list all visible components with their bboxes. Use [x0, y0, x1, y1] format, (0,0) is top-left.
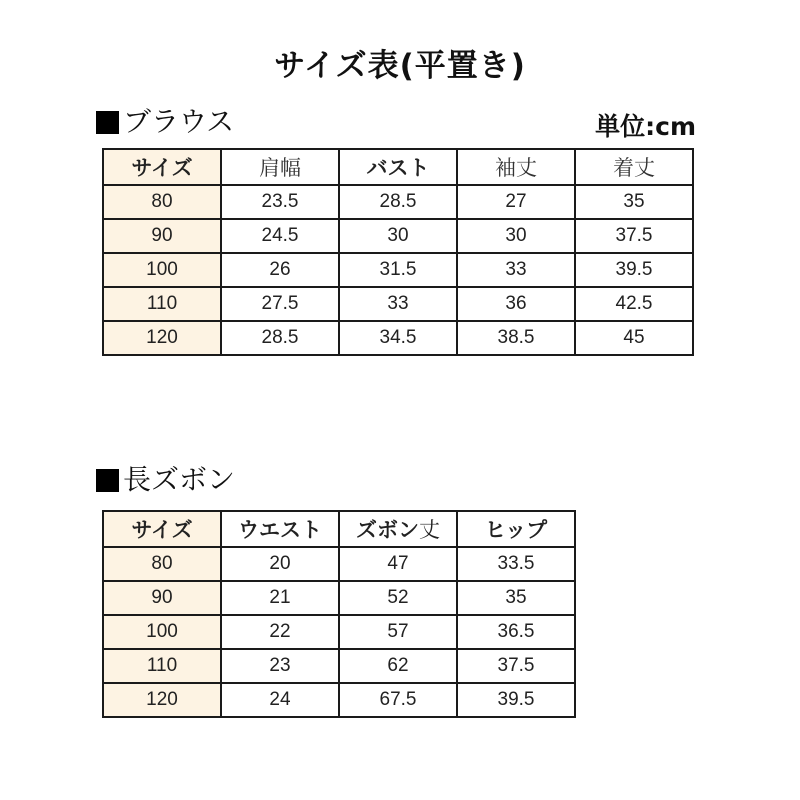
table-cell: 28.5	[221, 321, 339, 355]
header-cell-pants-label: ズボン	[356, 518, 419, 542]
table-cell-size: 80	[103, 185, 221, 219]
table-row	[103, 185, 693, 219]
header-cell-shoulder: 肩幅	[221, 149, 339, 185]
table-cell: 39.5	[457, 683, 575, 717]
table-cell-size: 100	[103, 253, 221, 287]
header-cell-hip: ヒップ	[457, 511, 575, 547]
table-cell-size: 80	[103, 547, 221, 581]
table-cell: 34.5	[339, 321, 457, 355]
table-cell: 24	[221, 683, 339, 717]
table-cell: 37.5	[457, 649, 575, 683]
table-cell: 30	[457, 219, 575, 253]
table-cell: 42.5	[575, 287, 693, 321]
table-cell: 27	[457, 185, 575, 219]
table-cell: 33	[457, 253, 575, 287]
table-cell: 26	[221, 253, 339, 287]
table-cell: 36	[457, 287, 575, 321]
table-cell: 23.5	[221, 185, 339, 219]
table-cell-size: 100	[103, 615, 221, 649]
table-cell: 36.5	[457, 615, 575, 649]
header-cell-pants-length	[339, 511, 457, 547]
table-cell: 37.5	[575, 219, 693, 253]
table-cell: 57	[339, 615, 457, 649]
blouse-size-table	[102, 148, 694, 356]
table-cell: 27.5	[221, 287, 339, 321]
table-row	[103, 547, 575, 581]
table-cell: 31.5	[339, 253, 457, 287]
table-row	[103, 683, 575, 717]
pants-heading-label: 長ズボン	[123, 463, 236, 496]
table-cell: 45	[575, 321, 693, 355]
pants-size-table	[102, 510, 576, 718]
table-cell-size: 90	[103, 219, 221, 253]
header-cell-size: サイズ	[103, 149, 221, 185]
table-cell-size: 110	[103, 649, 221, 683]
table-row	[103, 615, 575, 649]
table-cell: 28.5	[339, 185, 457, 219]
header-cell-bust: バスト	[339, 149, 457, 185]
table-row	[103, 253, 693, 287]
table-row	[103, 581, 575, 615]
header-cell-waist: ウエスト	[221, 511, 339, 547]
table-cell-size: 120	[103, 321, 221, 355]
table-row	[103, 649, 575, 683]
table-cell: 24.5	[221, 219, 339, 253]
table-cell: 38.5	[457, 321, 575, 355]
table-cell: 67.5	[339, 683, 457, 717]
page-title: サイズ表(平置き)	[274, 48, 526, 84]
header-cell-length: 着丈	[575, 149, 693, 185]
unit-label: 単位:cm	[595, 112, 696, 141]
header-cell-sleeve: 袖丈	[457, 149, 575, 185]
table-cell: 21	[221, 581, 339, 615]
table-cell-size: 110	[103, 287, 221, 321]
table-cell: 33.5	[457, 547, 575, 581]
table-cell: 33	[339, 287, 457, 321]
table-cell: 20	[221, 547, 339, 581]
table-header-row	[103, 511, 575, 547]
table-cell: 22	[221, 615, 339, 649]
section-heading-pants	[96, 462, 235, 498]
table-cell: 52	[339, 581, 457, 615]
blouse-heading-label: ブラウス	[123, 105, 235, 138]
table-cell: 62	[339, 649, 457, 683]
table-cell: 30	[339, 219, 457, 253]
black-square-icon	[96, 469, 119, 492]
table-cell-size: 120	[103, 683, 221, 717]
table-cell: 47	[339, 547, 457, 581]
table-cell-size: 90	[103, 581, 221, 615]
black-square-icon	[96, 111, 119, 134]
table-row	[103, 287, 693, 321]
section-heading-blouse	[96, 104, 234, 140]
table-cell: 35	[457, 581, 575, 615]
table-row	[103, 321, 693, 355]
header-cell-pants-suffix: 丈	[419, 518, 440, 542]
table-row	[103, 219, 693, 253]
header-cell-size: サイズ	[103, 511, 221, 547]
table-header-row	[103, 149, 693, 185]
table-cell: 23	[221, 649, 339, 683]
table-cell: 35	[575, 185, 693, 219]
table-cell: 39.5	[575, 253, 693, 287]
